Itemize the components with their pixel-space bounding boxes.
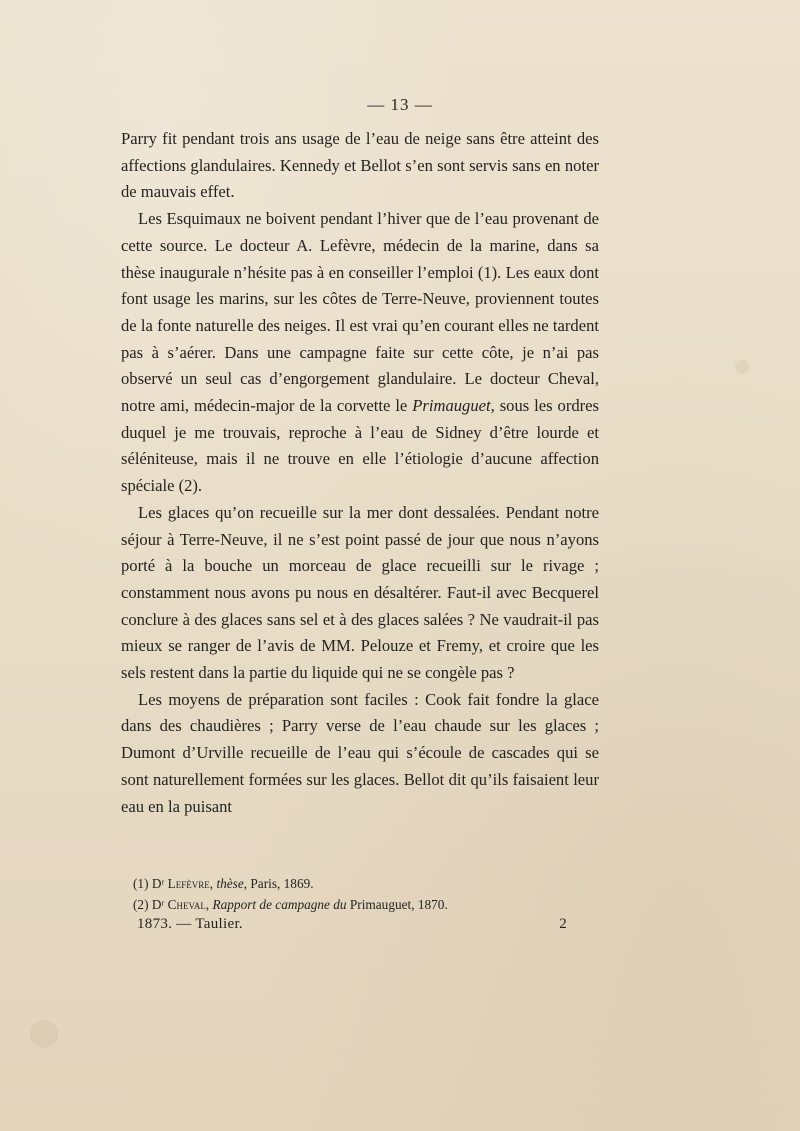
paragraph-1-text: Parry fit pendant trois ans usage de l’eau de neige sans être atteint des affections glandulaires. Kennedy et Bellot s’en sont servis sans en noter de mauvais effet.	[121, 129, 599, 202]
paragraph-3-text: Les glaces qu’on recueille sur la mer dont dessalées. Pendant notre séjour à Terre-Neuve, il ne s’est point passé de jour que nous n’ayons porté à la bouche un morceau de glace recueilli sur le rivage ; constamment nous avons pu nous en désaltérer. Faut-il avec Becquerel conclure à des glaces sans sel et à des glaces salées ? Ne vaudrait-il pas mieux se ranger de l’avis de MM. Pelouze et Fremy, et croire que les sels restent dans la partie du liquide qui ne se congèle pas ?	[121, 502, 599, 683]
paragraph-2-after: sous les ordres duquel je me trouvais, reproche à l’eau de Sidney d’être lourde et séléniteuse, mais il ne trouve en elle l’étiologie d’aucune affection spéciale (2).	[121, 396, 600, 496]
footnote-1-marker: (1)	[133, 876, 149, 891]
signature-left: 1873. — Taulier.	[137, 916, 243, 932]
paragraph-4-text: Les moyens de préparation sont faciles : Cook fait fondre la glace dans des chaudières ; Parry verse de l’eau chaude sur les glaces ; Dumont d’Urville recueille de l’eau qui s’écoule de cascades qui se sont naturellement formées sur les glaces. Bellot dit qu’ils faisaient leur eau en la puisant	[121, 689, 599, 816]
page-number: — 13 —	[367, 95, 433, 114]
footnote-1-rest: , Paris, 1869.	[243, 876, 314, 891]
footnote-1-italic: thèse	[216, 876, 244, 891]
main-text	[121, 126, 599, 820]
footnote-2-separator: ,	[205, 897, 213, 912]
footnote-2-italic: Rapport de campagne du	[212, 897, 347, 912]
signature-number: 2	[559, 916, 567, 932]
paper-stain	[735, 360, 749, 374]
footnote-1	[133, 873, 563, 894]
footnote-2	[133, 894, 563, 915]
ship-name-primauguet: Primauguet,	[412, 396, 495, 416]
paragraph-2	[121, 206, 599, 500]
footnote-2-marker: (2)	[133, 897, 149, 912]
footnote-2-rest: Primauguet, 1870.	[346, 897, 448, 912]
footnote-2-author: Cheval	[167, 897, 206, 912]
paragraph-1	[121, 126, 599, 206]
paragraph-4	[121, 687, 599, 821]
footnote-1-prefix: Dʳ	[148, 876, 168, 891]
printer-signature	[137, 916, 567, 933]
footnote-2-prefix: Dʳ	[148, 897, 168, 912]
paragraph-3	[121, 500, 599, 687]
paper-stain	[30, 1020, 58, 1048]
footnote-1-author: Lefèvre	[167, 876, 210, 891]
paragraph-2-text: Les Esquimaux ne boivent pendant l’hiver que de l’eau provenant de cette source. Le docteur A. Lefèvre, médecin de la marine, dans sa thèse inaugurale n’hésite pas à en conseiller l’emploi (1). Les eaux dont font usage les marins, sur les côtes de Terre-Neuve, proviennent toutes de la fonte naturelle des neiges. Il est vrai qu’en courant elles ne tardent pas à s’aérer. Dans une campagne faite sur cette côte, je n’ai pas observé un seul cas d’engorgement glandulaire. Le docteur Cheval, notre ami, médecin-major de la corvette le	[121, 209, 599, 416]
footnotes	[133, 873, 563, 915]
footnote-1-separator: ,	[209, 876, 217, 891]
